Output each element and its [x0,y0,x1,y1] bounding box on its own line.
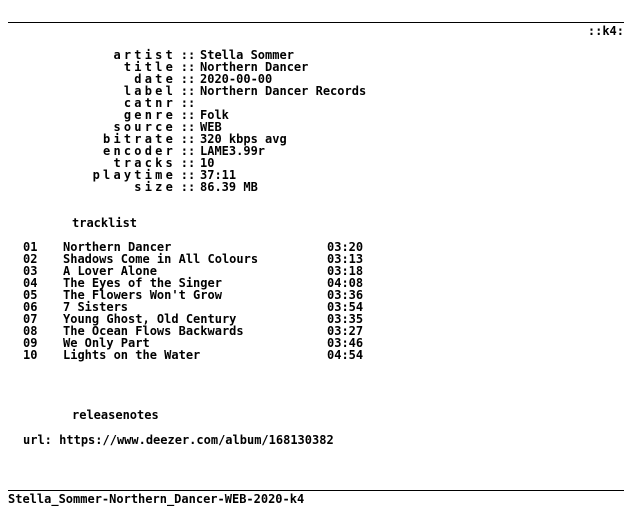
url-link[interactable]: https://www.deezer.com/album/168130382 [59,433,334,447]
meta-key: encoder [103,144,176,158]
track-title: Young Ghost, Old Century [63,312,237,326]
meta-key: artist [113,48,176,62]
track-number: 10 [23,348,38,362]
meta-separator: :: [180,48,196,62]
meta-value: Northern Dancer Records [200,84,367,98]
meta-value: 86.39 MB [200,180,258,194]
meta-separator: :: [180,156,196,170]
meta-separator: :: [180,180,196,194]
meta-key: size [134,180,176,194]
meta-value: 320 kbps avg [200,132,287,146]
track-title: Lights on the Water [63,348,201,362]
meta-key: bitrate [103,132,176,146]
meta-key: tracks [113,156,176,170]
meta-value: WEB [200,120,222,134]
track-duration: 03:46 [327,336,364,350]
track-title: The Eyes of the Singer [63,276,222,290]
meta-value: Northern Dancer [200,60,309,74]
meta-separator: :: [180,108,196,122]
track-number: 05 [23,288,38,302]
track-duration: 03:20 [327,240,364,254]
track-title: We Only Part [63,336,150,350]
track-number: 08 [23,324,38,338]
meta-separator: :: [180,72,196,86]
track-duration: 03:54 [327,300,364,314]
meta-value: Stella Sommer [200,48,294,62]
meta-value: 37:11 [200,168,237,182]
group-tag: ::k4: [587,24,624,38]
release-name-footer: Stella_Sommer-Northern_Dancer-WEB-2020-k4 [8,492,305,506]
meta-key: playtime [92,168,176,182]
meta-value: LAME3.99r [200,144,266,158]
track-number: 02 [23,252,38,266]
meta-value: 2020-00-00 [200,72,273,86]
meta-separator: :: [180,144,196,158]
tracklist [23,241,363,361]
track-title: Northern Dancer [63,240,172,254]
meta-key: genre [123,108,176,122]
track-duration: 03:18 [327,264,364,278]
meta-separator: :: [180,120,196,134]
bottom-divider [8,490,624,491]
meta-value: Folk [200,108,229,122]
track-duration: 03:27 [327,324,364,338]
track-duration: 04:08 [327,276,364,290]
track-title: 7 Sisters [63,300,129,314]
track-number: 09 [23,336,38,350]
track-duration: 03:36 [327,288,364,302]
url-label: url: [23,433,52,447]
track-number: 07 [23,312,38,326]
meta-key: label [123,84,176,98]
track-number: 04 [23,276,38,290]
track-duration: 03:35 [327,312,364,326]
release-info [46,49,366,193]
track-number: 06 [23,300,38,314]
meta-key: title [123,60,176,74]
releasenotes-heading: releasenotes [72,408,159,422]
url-line [23,433,334,447]
meta-separator: :: [180,84,196,98]
meta-row-label [46,85,366,97]
meta-separator: :: [180,132,196,146]
track-title: Shadows Come in All Colours [63,252,259,266]
track-number: 03 [23,264,38,278]
track-title: The Flowers Won't Grow [63,288,222,302]
meta-separator: :: [180,96,196,110]
track-duration: 03:13 [327,252,364,266]
track-duration: 04:54 [327,348,364,362]
meta-key: source [113,120,176,134]
meta-separator: :: [180,168,196,182]
top-divider [8,22,624,23]
track-title: A Lover Alone [63,264,157,278]
meta-value: 10 [200,156,215,170]
meta-key: catnr [123,96,176,110]
meta-row-size [46,181,366,193]
track-number: 01 [23,240,38,254]
meta-separator: :: [180,60,196,74]
track-row [23,349,363,361]
tracklist-heading: tracklist [72,216,138,230]
meta-key: date [134,72,176,86]
track-title: The Ocean Flows Backwards [63,324,244,338]
